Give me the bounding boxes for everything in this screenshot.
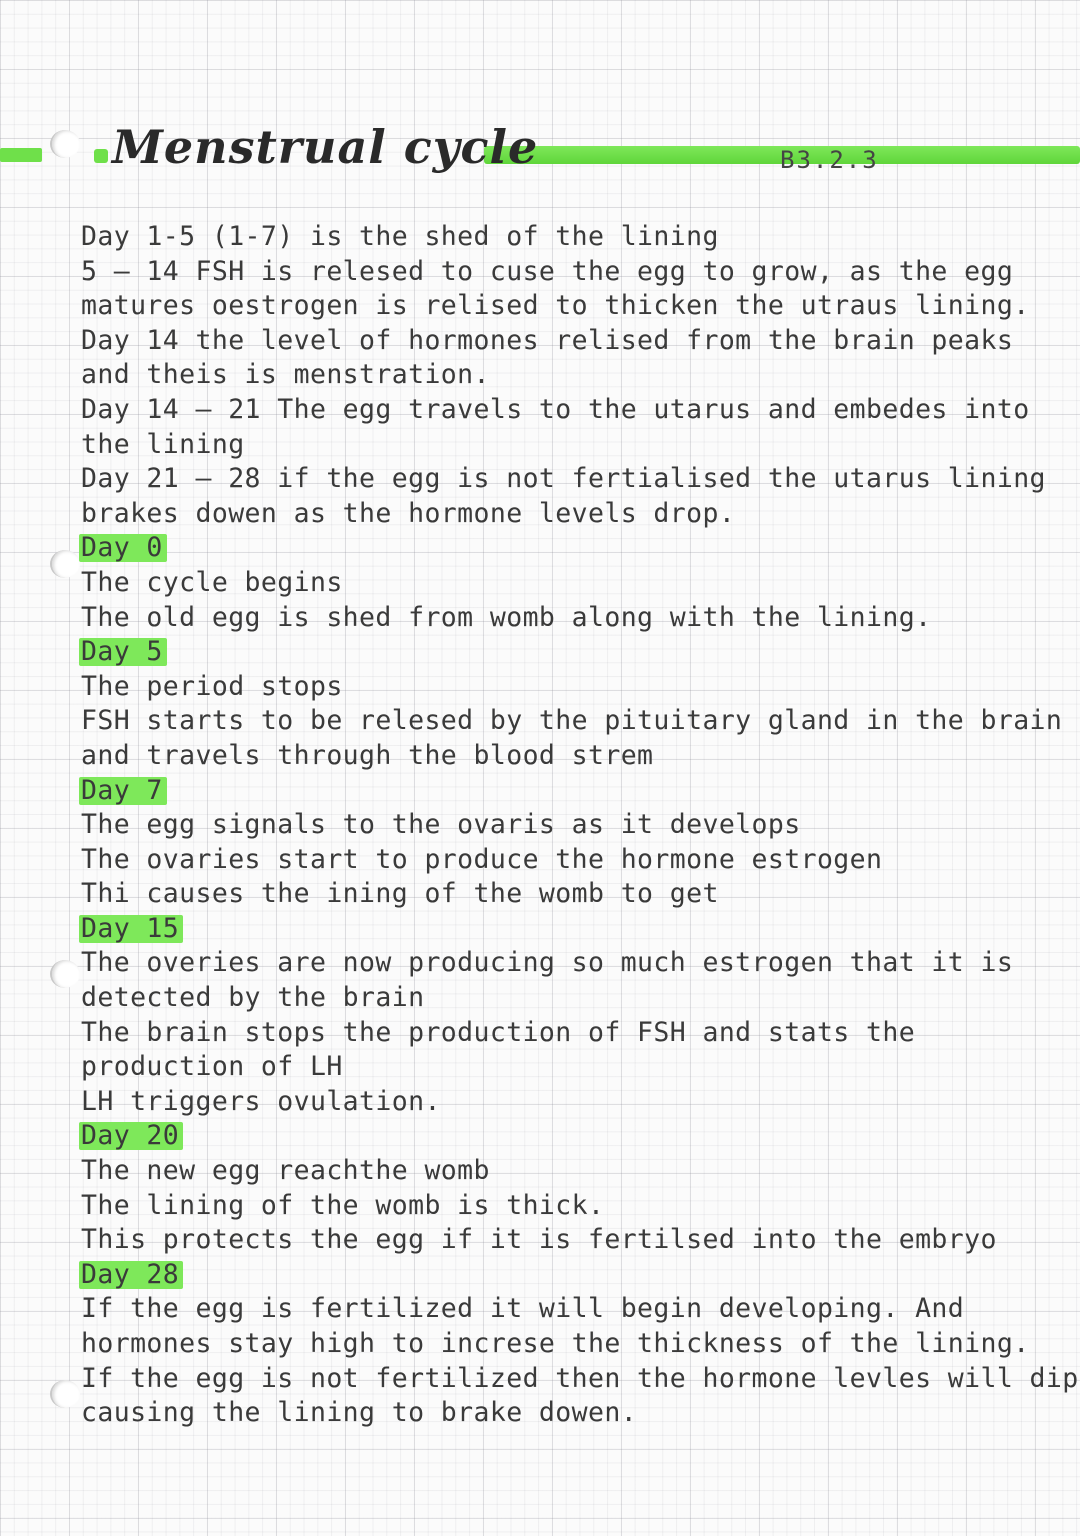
note-line <box>81 670 1041 705</box>
note-line <box>81 255 1041 290</box>
note-line <box>81 1396 1041 1431</box>
punch-hole <box>50 960 80 988</box>
day-heading: Day 20 <box>79 1122 183 1150</box>
note-line <box>81 843 1041 878</box>
day-heading: Day 0 <box>79 534 167 562</box>
note-text: The cycle begins <box>81 566 343 598</box>
note-text: The new egg reachthe womb <box>81 1155 490 1187</box>
day-heading-line <box>81 774 1041 809</box>
page-title: Menstrual cycle <box>112 120 539 174</box>
note-text: The old egg is shed from womb along with the lining. <box>81 601 932 633</box>
note-line <box>81 428 1041 463</box>
note-line <box>81 877 1041 912</box>
note-text: hormones stay high to increse the thickness of the lining. <box>81 1328 1030 1359</box>
day-heading: Day 5 <box>79 638 167 666</box>
note-line <box>81 289 1041 324</box>
day-heading-line <box>81 635 1041 670</box>
note-text: Day 21 – 28 if the egg is not fertialised the utarus lining <box>81 463 1046 495</box>
day-heading-line <box>81 912 1041 947</box>
note-line <box>81 358 1041 393</box>
note-text: FSH starts to be relesed by the pituitary gland in the brain <box>81 705 1063 737</box>
note-line <box>81 324 1041 359</box>
note-line <box>81 1085 1041 1120</box>
note-line <box>81 1154 1041 1189</box>
day-heading-line <box>81 1119 1041 1154</box>
day-heading: Day 7 <box>79 777 167 805</box>
note-line <box>81 946 1041 981</box>
note-text: matures oestrogen is relised to thicken the utraus lining. <box>81 290 1030 322</box>
note-text: and travels through the blood strem <box>81 739 654 771</box>
notes-body <box>81 220 1079 1431</box>
note-line <box>81 1362 1079 1397</box>
note-line <box>81 981 1041 1016</box>
note-text: and theis is menstration. <box>81 359 490 391</box>
note-line <box>81 220 1041 255</box>
note-text: Day 14 – 21 The egg travels to the utarus and embedes into <box>81 393 1030 425</box>
note-text: 5 – 14 FSH is relesed to cuse the egg to grow, as the egg <box>81 255 1014 287</box>
note-line <box>81 497 1041 532</box>
note-text: Day 1-5 (1-7) is the shed of the lining <box>81 221 719 252</box>
note-text: LH triggers ovulation. <box>81 1085 441 1117</box>
note-text: The ovaries start to produce the hormone estrogen <box>81 843 883 875</box>
note-line <box>81 739 1041 774</box>
note-text: production of LH <box>81 1051 343 1083</box>
note-text: The egg signals to the ovaris as it develops <box>81 809 801 841</box>
note-text: the lining <box>81 428 245 460</box>
punch-hole <box>50 1380 80 1408</box>
note-text: detected by the brain <box>81 982 425 1014</box>
topic-code: B3.2.3 <box>780 146 879 174</box>
note-line <box>81 1292 1041 1327</box>
day-heading: Day 15 <box>79 915 183 943</box>
note-line <box>81 704 1063 739</box>
note-text: causing the lining to brake dowen. <box>81 1397 638 1429</box>
note-line <box>81 1189 1041 1224</box>
note-line <box>81 393 1041 428</box>
day-heading-line <box>81 531 1041 566</box>
note-line <box>81 1223 1041 1258</box>
note-line <box>81 1327 1041 1362</box>
note-line <box>81 1050 1041 1085</box>
day-heading: Day 28 <box>79 1261 183 1289</box>
note-text: Day 14 the level of hormones relised from the brain peaks <box>81 324 1014 356</box>
note-line <box>81 566 1041 601</box>
punch-hole <box>50 550 80 578</box>
note-text: The lining of the womb is thick. <box>81 1189 605 1221</box>
header-highlight-dot <box>94 149 108 163</box>
note-text: The period stops <box>81 670 343 702</box>
note-text: brakes dowen as the hormone levels drop. <box>81 497 736 529</box>
note-text: Thi causes the ining of the womb to get <box>81 878 719 910</box>
note-text: The brain stops the production of FSH and stats the <box>81 1016 916 1048</box>
note-line <box>81 462 1046 497</box>
note-line <box>81 601 1041 636</box>
note-text: If the egg is fertilized it will begin developing. And <box>81 1293 965 1325</box>
note-text: If the egg is not fertilized then the hormone levles will dip <box>81 1362 1079 1394</box>
note-line <box>81 1016 1041 1051</box>
note-text: The overies are now producing so much estrogen that it is <box>81 947 1014 979</box>
note-line <box>81 808 1041 843</box>
punch-hole <box>50 130 80 158</box>
day-heading-line <box>81 1258 1041 1293</box>
header-highlight-left <box>0 148 42 162</box>
note-text: This protects the egg if it is fertilsed into the embryo <box>81 1224 997 1256</box>
